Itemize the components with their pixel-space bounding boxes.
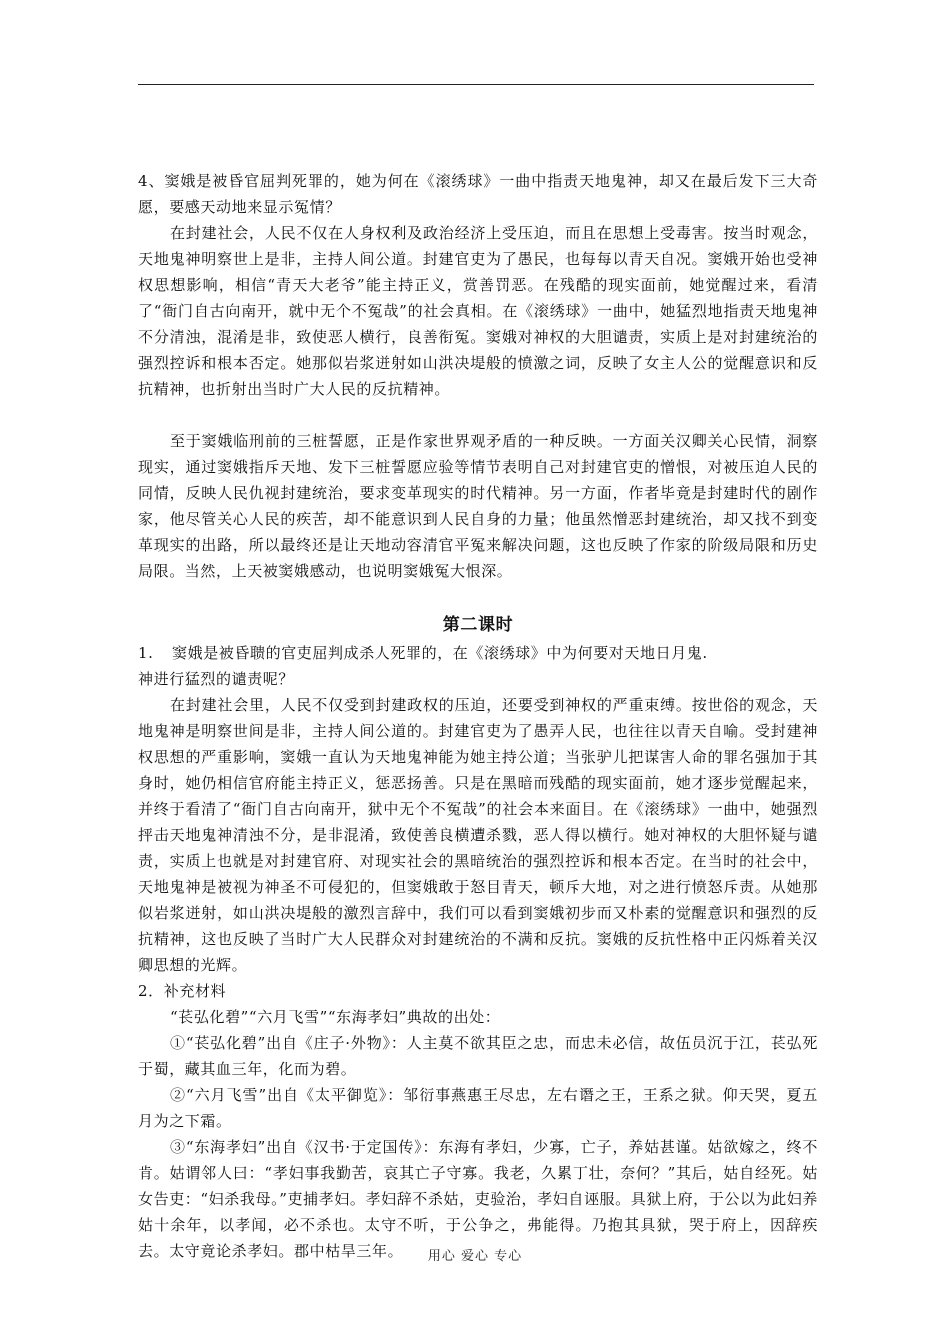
- page-footer: 用心 爱心 专心: [427, 1249, 523, 1264]
- item-1-question-continued: 神进行猛烈的谴责呢？: [138, 670, 295, 688]
- section-gap: [138, 584, 818, 610]
- answer-4-paragraph-1: 在封建社会，人民不仅在人身权利及政治经济上受压迫，而且在思想上受毒害。按当时观念，天地鬼神明察世上是非，主持人间公道。封建官吏为了愚民，也每每以青天自况。窦娥开始也受神权思想影响，相信“青天大老爷”能主持正义，赏善罚恶。在残酷的现实面前，她觉醒过来，看清了“衙门自古向南开，就中无个不冤哉”的社会真相。在《滚绣球》一曲中，她猛烈地指责天地鬼神不分清浊，混淆是非，致使恶人横行，良善衔冤。窦娥对神权的大胆谴责，实质上是对封建统治的强烈控诉和根本否定。她那似岩浆迸射如山洪决堤般的愤激之词，反映了女主人公的觉醒意识和反抗精神，也折射出当时广大人民的反抗精神。: [138, 224, 818, 398]
- allusions-intro: “苌弘化碧”“六月飞雪”“东海孝妇”典故的出处：: [170, 1008, 501, 1026]
- item-1-question: [138, 640, 818, 666]
- item-1-question-text: 窦娥是被昏聩的官吏屈判成杀人死罪的，在《滚绣球》中为何要对天地日月鬼.: [172, 644, 708, 662]
- item-2-heading: 2．补充材料: [138, 982, 227, 1000]
- item-1-answer: 在封建社会里，人民不仅受到封建政权的压迫，还要受到神权的严重束缚。按世俗的观念，天地鬼神是明察世间是非，主持人间公道的。封建官吏为了愚弄人民，也往往以青天自喻。受封建神权思想的严重影响，窦娥一直认为天地鬼神能为她主持公道；当张驴儿把谋害人命的罪名强加于其身时，她仍相信官府能主持正义，惩恶扬善。只是在黑暗而残酷的现实面前，她才逐步觉醒起来，并终于看清了“衙门自古向南开，狱中无个不冤哉”的社会本来面目。在《滚绣球》一曲中，她强烈抨击天地鬼神清浊不分，是非混淆，致使善良横遭杀戮，恶人得以横行。她对神权的大胆怀疑与谴责，实质上也就是对封建官府、对现实社会的黑暗统治的强烈控诉和根本否定。在当时的社会中，天地鬼神是被视为神圣不可侵犯的，但窦娥敢于怒目青天，顿斥大地，对之进行愤怒斥责。从她那似岩浆迸射，如山洪决堤般的激烈言辞中，我们可以看到窦娥初步而又朴素的觉醒意识和强烈的反抗精神，这也反映了当时广大人民群众对封建统治的不满和反抗。窦娥的反抗性格中正闪烁着关汉卿思想的光辉。: [138, 696, 818, 974]
- allusion-2: ②“六月飞雪”出自《太平御览》：邹衍事燕惠王尽忠，左右谮之王，王系之狱。仰天哭，夏五月为之下霜。: [138, 1086, 818, 1130]
- item-1-number: 1.: [138, 644, 154, 662]
- paragraph-gap: [138, 402, 818, 428]
- question-4: 4、窦娥是被昏官屈判死罪的，她为何在《滚绣球》一曲中指责天地鬼神，却又在最后发下三大奇愿，要感天动地来显示冤情？: [138, 172, 818, 216]
- document-body: [138, 168, 818, 1264]
- answer-4-paragraph-2: 至于窦娥临刑前的三桩誓愿，正是作家世界观矛盾的一种反映。一方面关汉卿关心民情，洞察现实，通过窦娥指斥天地、发下三桩誓愿应验等情节表明自己对封建官吏的憎恨，对被压迫人民的同情，反映人民仇视封建统治，要求变革现实的时代精神。另一方面，作者毕竟是封建时代的剧作家，他尽管关心人民的疾苦，却不能意识到人民自身的力量；他虽然憎恶封建统治，却又找不到变革现实的出路，所以最终还是让天地动容清官平冤来解决问题，这也反映了作家的阶级局限和历史局限。当然，上天被窦娥感动，也说明窦娥冤大恨深。: [138, 432, 818, 580]
- section-title: 第二课时: [442, 615, 514, 635]
- header-rule: [138, 84, 814, 85]
- allusion-1: ①“苌弘化碧”出自《庄子·外物》：人主莫不欲其臣之忠，而忠未必信，故伍员沉于江，苌弘死于蜀，藏其血三年，化而为碧。: [138, 1034, 818, 1078]
- allusion-3: ③“东海孝妇”出自《汉书·于定国传》：东海有孝妇，少寡，亡子，养姑甚谨。姑欲嫁之，终不肯。姑谓邻人曰：“孝妇事我勤苦，哀其亡子守寡。我老，久累丁壮，奈何？”其后，姑自经死。姑女告吏：“妇杀我母。”吏捕孝妇。孝妇辞不杀姑，吏验治，孝妇自诬服。具狱上府，于公以为此妇养姑十余年，以孝闻，必不杀也。太守不听，于公争之，弗能得。乃抱其具狱，哭于府上，因辞疾去。太守竟论杀孝妇。郡中枯旱三年。: [138, 1138, 818, 1260]
